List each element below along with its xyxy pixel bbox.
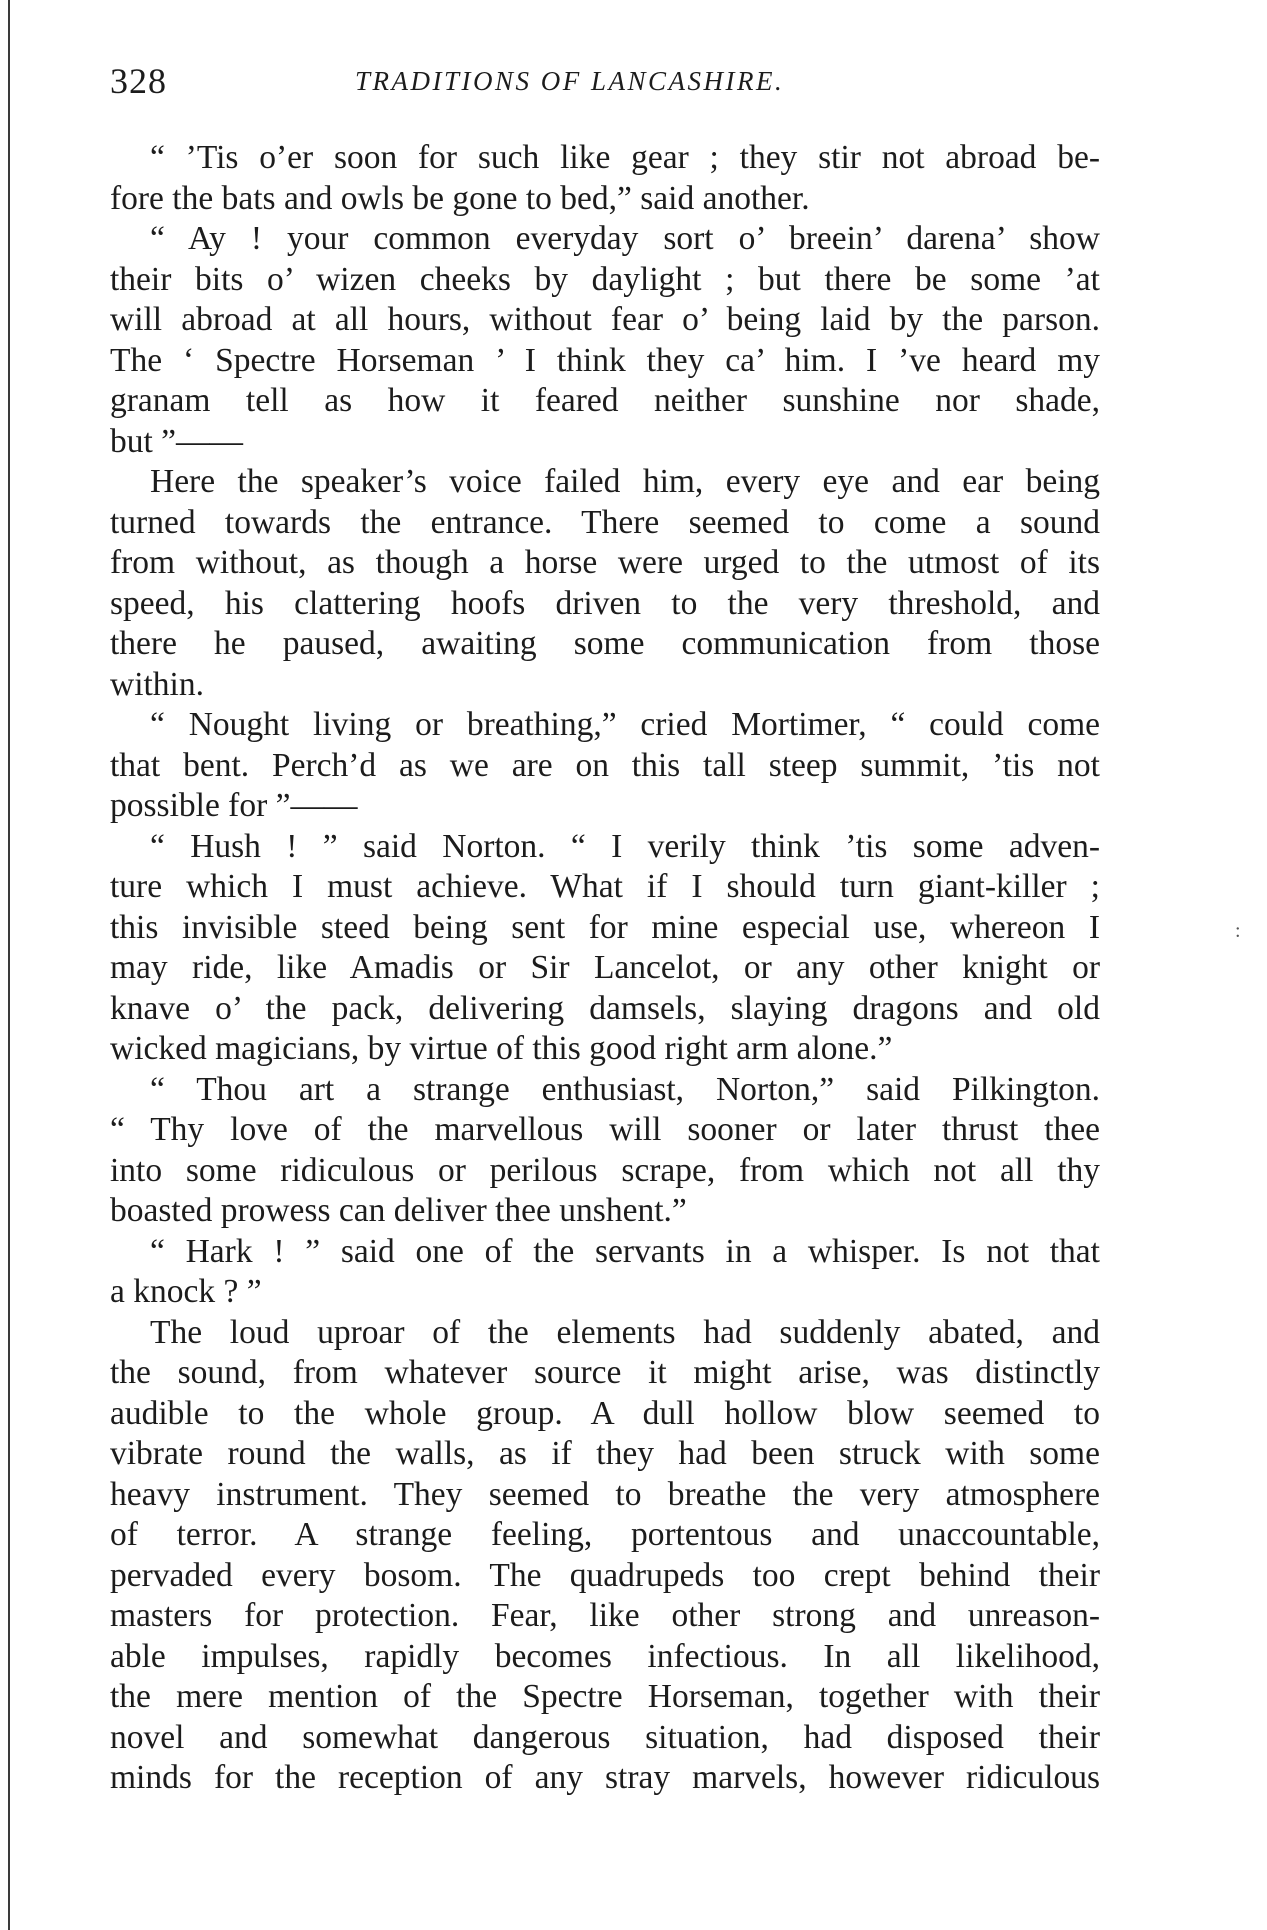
- text-line: granam tell as how it feared neither sunshine nor shade,: [110, 382, 1100, 419]
- text-line: vibrate round the walls, as if they had been struck with some: [110, 1435, 1100, 1472]
- text-line: boasted prowess can deliver thee unshent.”: [110, 1192, 687, 1229]
- text-line: possible for ”——: [110, 787, 358, 824]
- margin-mark: :: [1235, 920, 1241, 942]
- text-line: The ‘ Spectre Horseman ’ I think they ca’ him. I ’ve heard my: [110, 341, 1100, 379]
- text-line: “ Hush ! ” said Norton. “ I verily think ’tis some adven-: [150, 827, 1100, 865]
- text-line: “ Hark ! ” said one of the servants in a whisper. Is not that: [150, 1232, 1100, 1270]
- text-line: this invisible steed being sent for mine especial use, whereon I: [110, 908, 1100, 946]
- text-line: there he paused, awaiting some communication from those: [110, 625, 1100, 662]
- text-line: minds for the reception of any stray marvels, however ridiculous: [110, 1759, 1100, 1796]
- text-line: of terror. A strange feeling, portentous and unaccountable,: [110, 1516, 1100, 1553]
- text-line: fore the bats and owls be gone to bed,” said another.: [110, 179, 810, 217]
- text-line: audible to the whole group. A dull hollow blow seemed to: [110, 1394, 1100, 1432]
- running-head: [110, 60, 1100, 108]
- text-line: but ”——: [110, 422, 244, 460]
- text-line: the sound, from whatever source it might arise, was distinctly: [110, 1354, 1100, 1391]
- text-line: speed, his clattering hoofs driven to the very threshold, and: [110, 584, 1100, 622]
- text-line: heavy instrument. They seemed to breathe the very atmosphere: [110, 1475, 1100, 1513]
- text-line: into some ridiculous or perilous scrape, from which not all thy: [110, 1151, 1100, 1189]
- text-line: turned towards the entrance. There seemed to come a sound: [110, 503, 1100, 541]
- text-line: “ Nought living or breathing,” cried Mortimer, “ could come: [150, 706, 1100, 743]
- text-line: able impulses, rapidly becomes infectious. In all likelihood,: [110, 1637, 1100, 1675]
- book-page: [110, 60, 1100, 1799]
- text-line: within.: [110, 665, 204, 703]
- text-line: masters for protection. Fear, like other strong and unreason-: [110, 1597, 1100, 1634]
- text-line: ture which I must achieve. What if I should turn giant-killer ;: [110, 868, 1100, 905]
- text-line: “ Ay ! your common everyday sort o’ breein’ darena’ show: [150, 220, 1100, 257]
- text-line: that bent. Perch’d as we are on this tall steep summit, ’tis not: [110, 746, 1100, 784]
- text-line: knave o’ the pack, delivering damsels, slaying dragons and old: [110, 989, 1100, 1027]
- text-line: novel and somewhat dangerous situation, had disposed their: [110, 1718, 1100, 1756]
- text-line: “ Thy love of the marvellous will sooner or later thrust thee: [110, 1111, 1100, 1148]
- text-line: may ride, like Amadis or Sir Lancelot, or any other knight or: [110, 949, 1100, 986]
- text-line: pervaded every bosom. The quadrupeds too crept behind their: [110, 1556, 1100, 1594]
- page-gutter-line: [8, 0, 10, 1930]
- text-line: from without, as though a horse were urged to the utmost of its: [110, 544, 1100, 581]
- text-line: “ ’Tis o’er soon for such like gear ; they stir not abroad be-: [150, 139, 1100, 176]
- text-line: “ Thou art a strange enthusiast, Norton,” said Pilkington.: [150, 1070, 1100, 1108]
- body-text: [110, 138, 1100, 1799]
- text-line: Here the speaker’s voice failed him, every eye and ear being: [150, 463, 1100, 500]
- running-title: TRADITIONS OF LANCASHIRE.: [355, 66, 785, 96]
- text-line: their bits o’ wizen cheeks by daylight ; but there be some ’at: [110, 260, 1100, 298]
- text-line: the mere mention of the Spectre Horseman, together with their: [110, 1678, 1100, 1715]
- text-line: a knock ? ”: [110, 1273, 262, 1310]
- page-number: 328: [110, 61, 167, 101]
- text-line: The loud uproar of the elements had suddenly abated, and: [150, 1313, 1100, 1351]
- text-line: wicked magicians, by virtue of this good right arm alone.”: [110, 1030, 893, 1067]
- text-line: will abroad at all hours, without fear o’ being laid by the parson.: [110, 301, 1100, 338]
